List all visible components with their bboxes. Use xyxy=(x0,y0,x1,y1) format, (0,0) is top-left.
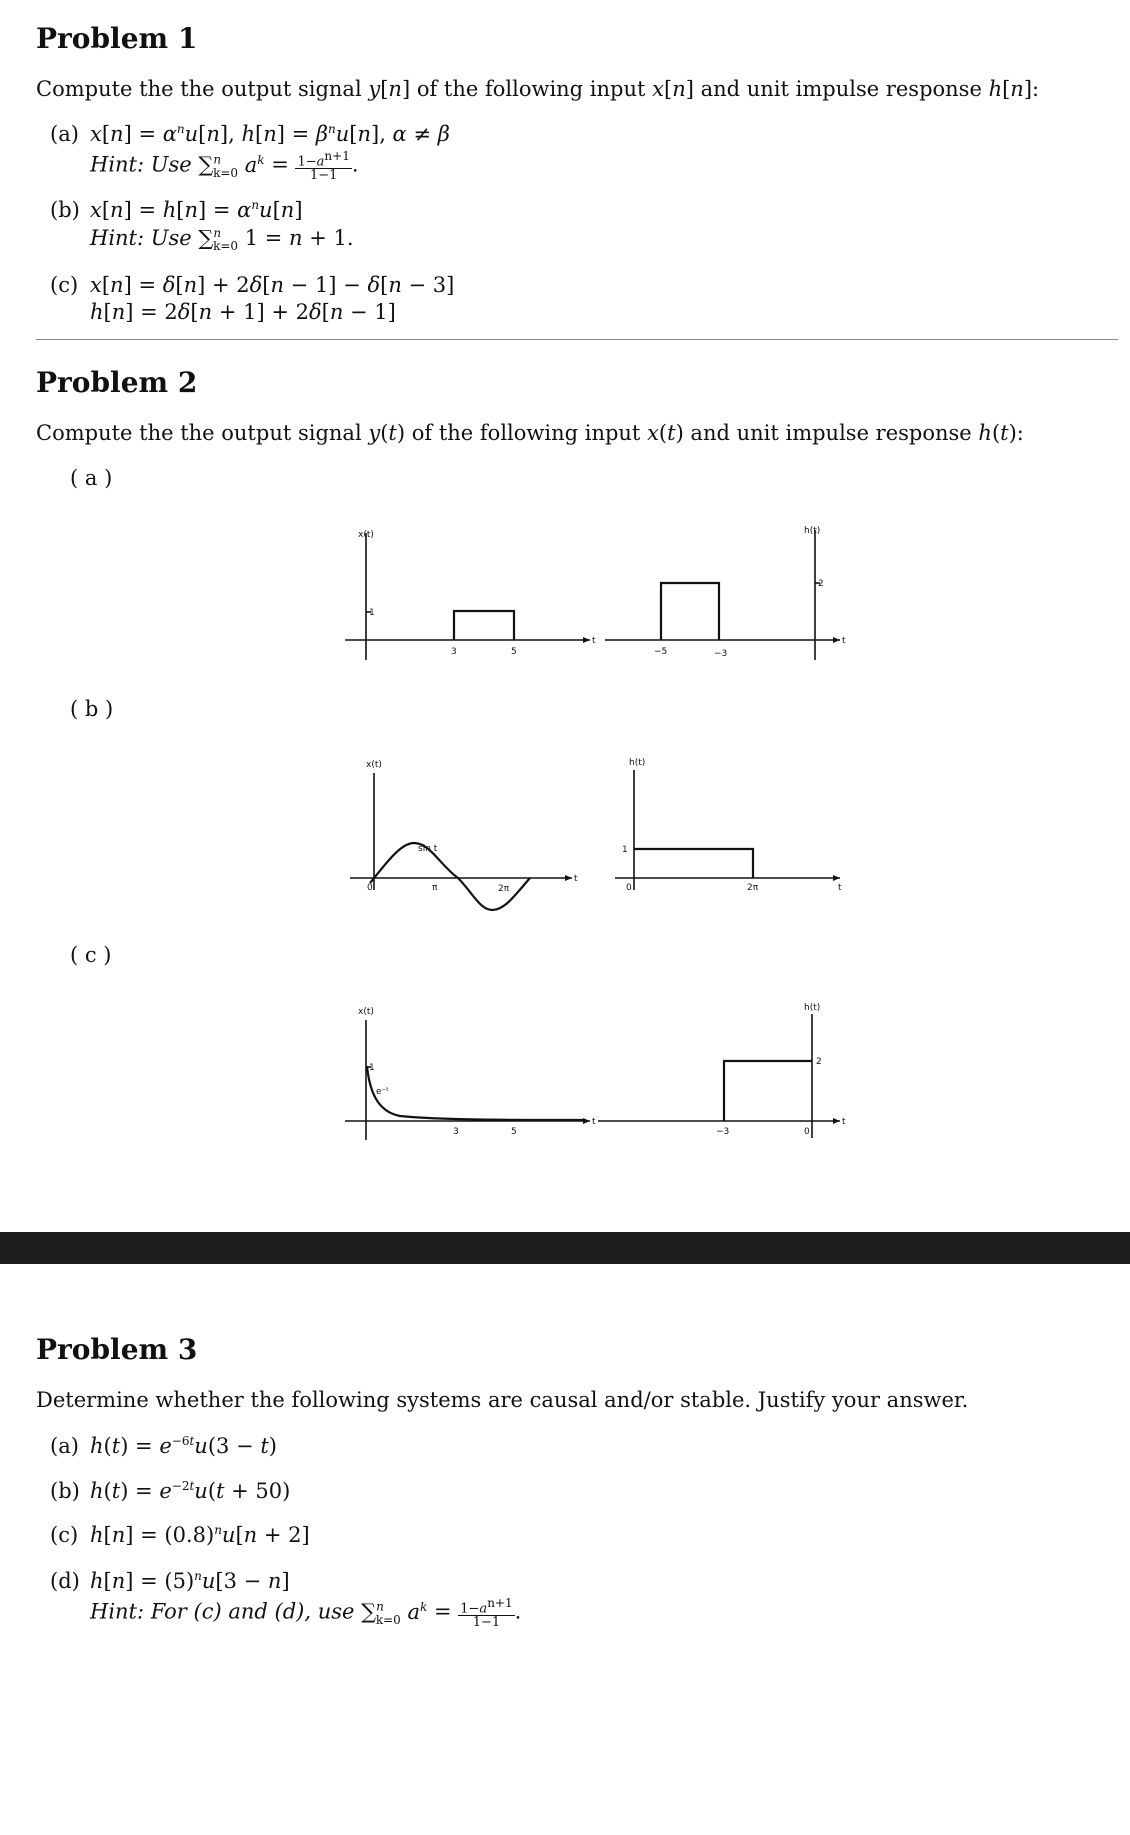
x-axis-arrow xyxy=(583,637,590,643)
problem-3c-label: (c) xyxy=(50,1523,79,1547)
problem-3b-label: (b) xyxy=(50,1479,80,1503)
h-level-label: 2 xyxy=(816,1057,822,1067)
problem-3a-label: (a) xyxy=(50,1434,79,1458)
x-level-label: 1 xyxy=(369,1063,375,1073)
dark-separator-band xyxy=(0,1232,1130,1264)
h-tick-minus3: −3 xyxy=(716,1127,730,1137)
h-t-label: t xyxy=(842,636,846,646)
problem-3d-equation: $h[n] = (5)^nu[3 - n]$ xyxy=(90,1569,290,1593)
h-axis-arrow xyxy=(833,1118,840,1124)
h-rect-pulse xyxy=(661,583,719,640)
h-t-label: t xyxy=(838,883,842,893)
x-tick-pi: π xyxy=(432,883,438,893)
h-rect-pulse xyxy=(634,849,753,878)
h-tick-2pi: 2π xyxy=(747,883,759,893)
x-tick-5: 5 xyxy=(511,1127,517,1137)
x-sine-curve xyxy=(370,843,530,910)
x-tick-3: 3 xyxy=(453,1127,459,1137)
problem-1b-hint: Hint: Use ∑$^n_{k=0}$ 1 = n + 1. xyxy=(90,226,354,254)
x-rect-pulse xyxy=(454,611,514,640)
h-tick-minus5: −5 xyxy=(654,647,668,657)
problem-3-intro: Determine whether the following systems are causal and/or stable. Justify your answer. xyxy=(36,1388,969,1412)
problem-1a-label: (a) xyxy=(50,122,79,146)
figure-2c xyxy=(330,1000,860,1150)
problem-3d-hint: Hint: For (c) and (d), use ∑$^n_{k=0}$ $a^k$ = $\frac{1-a^{n+1}}{1-1}$ . xyxy=(90,1596,522,1631)
x-curve-label: e⁻ᵗ xyxy=(376,1087,389,1097)
figure-2a xyxy=(330,515,860,665)
section-divider xyxy=(36,339,1118,340)
x-tick-5: 5 xyxy=(511,647,517,657)
h-tick-minus3: −3 xyxy=(714,649,728,659)
problem-1b-label: (b) xyxy=(50,198,80,222)
h-origin-label: 0 xyxy=(804,1127,810,1137)
h-level-label: 2 xyxy=(818,579,824,589)
x-level-label: 1 xyxy=(369,608,375,618)
h-origin-label: 0 xyxy=(626,883,632,893)
x-label: x(t) xyxy=(366,760,382,770)
problem-3-title: Problem 3 xyxy=(36,1333,198,1366)
problem-1a-hint: Hint: Use ∑$^n_{k=0}$ $a^k$ = $\frac{1-a^{n+1}}{1-1}$ . xyxy=(90,149,359,184)
x-t-label: t xyxy=(592,1117,596,1127)
h-axis-arrow xyxy=(833,875,840,881)
x-tick-2pi: 2π xyxy=(498,884,510,894)
x-axis-arrow xyxy=(583,1118,590,1124)
problem-1a-equation: $x[n] = \alpha^nu[n]$, $h[n] = \beta^nu[n]$, α ≠ β xyxy=(90,122,450,146)
problem-2c-label: ( c ) xyxy=(70,943,112,967)
h-t-label: t xyxy=(842,1117,846,1127)
problem-3d-label: (d) xyxy=(50,1569,80,1593)
h-rect-pulse xyxy=(724,1061,812,1121)
x-label: x(t) xyxy=(358,1007,374,1017)
h-label: h(t) xyxy=(804,1003,821,1013)
x-exp-decay-curve xyxy=(367,1066,585,1120)
problem-2-intro: Compute the the output signal y(t) of the following input x(t) and unit impulse response h(t): xyxy=(36,421,1024,445)
h-axis-arrow xyxy=(833,637,840,643)
problem-1c-label: (c) xyxy=(50,273,79,297)
problem-2-title: Problem 2 xyxy=(36,366,198,399)
h-label: h(t) xyxy=(804,526,821,536)
problem-1c-equation-x: x[n] = δ[n] + 2δ[n − 1] − δ[n − 3] xyxy=(90,273,455,297)
problem-1b-equation: $x[n] = h[n] = \alpha^nu[n]$ xyxy=(90,198,303,222)
problem-3a-equation: $h(t) = e^{-6t}u(3 - t)$ xyxy=(90,1434,277,1458)
x-t-label: t xyxy=(574,874,578,884)
figure-2b xyxy=(340,755,860,915)
x-tick-3: 3 xyxy=(451,647,457,657)
problem-1c-equation-h: h[n] = 2δ[n + 1] + 2δ[n − 1] xyxy=(90,300,396,324)
x-t-label: t xyxy=(592,636,596,646)
h-level-label: 1 xyxy=(622,845,628,855)
h-label: h(t) xyxy=(629,758,646,768)
problem-1-title: Problem 1 xyxy=(36,22,198,55)
x-axis-arrow xyxy=(565,875,572,881)
x-label: x(t) xyxy=(358,530,374,540)
problem-2b-label: ( b ) xyxy=(70,697,114,721)
problem-1-intro: Compute the the output signal y[n] of the following input x[n] and unit impulse response h[n]: xyxy=(36,77,1040,101)
x-curve-label: sin t xyxy=(418,844,438,854)
problem-3c-equation: $h[n] = (0.8)^nu[n + 2]$ xyxy=(90,1523,310,1547)
problem-2a-label: ( a ) xyxy=(70,466,113,490)
problem-3b-equation: $h(t) = e^{-2t}u(t + 50)$ xyxy=(90,1479,291,1503)
x-origin-label: 0 xyxy=(367,883,373,893)
